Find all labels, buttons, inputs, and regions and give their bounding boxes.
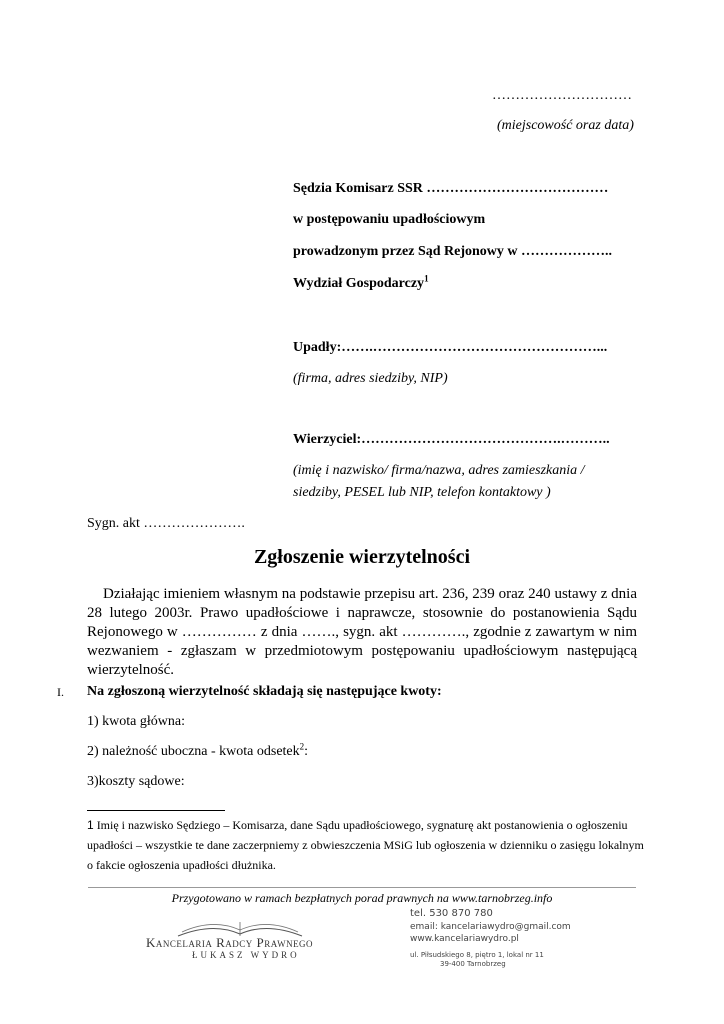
division-line: Wydział Gospodarczy$^1$ [293, 273, 429, 291]
item-main-amount: 1) kwota główna: [87, 714, 185, 729]
court-line: prowadzonym przez Sąd Rejonowy w ……………….. [293, 244, 613, 259]
item-court-costs: 3)koszty sądowe: [87, 774, 185, 789]
contact-email: email: kancelariawydro@gmail.com [410, 922, 571, 932]
footnote-ref-2: 2 [299, 741, 305, 752]
contact-address: ul. Piłsudskiego 8, piętro 1, lokal nr 11 [410, 951, 544, 959]
footnote-ref-1: 1 [424, 273, 429, 284]
logo-person-name: ŁUKASZ WYDRO [192, 950, 300, 960]
bankrupt-caption: (firma, adres siedziby, NIP) [293, 371, 448, 386]
section-heading: Na zgłoszoną wierzytelność składają się następujące kwoty: [87, 684, 442, 699]
date-placeholder: ………………………… [492, 88, 632, 103]
body-paragraph: Działając imieniem własnym na podstawie przepisu art. 236, 239 oraz 240 ustawy z dnia 28 lutego 2003r. Prawo upadłościowe i naprawcze, stosownie do postanowienia Sądu Rejonowego w …………… z dnia ……., sygn. akt …………., zgodnie z zawartym w nim wezwaniem - zgłaszam w przedmiotowym postępowaniu upadłościowym następującą wierzytelność. [87, 586, 637, 678]
document-title: Zgłoszenie wierzytelności [253, 546, 471, 568]
firm-logo [118, 908, 368, 963]
footer-separator [88, 887, 636, 888]
section-number: I. [57, 685, 64, 699]
case-signature: Sygn. akt …………………. [87, 516, 245, 531]
proceeding-line: w postępowaniu upadłościowym [293, 212, 486, 227]
footnote-number: 1 [87, 818, 94, 832]
creditor-caption-line2: siedziby, PESEL lub NIP, telefon kontaktowy ) [293, 485, 551, 500]
logo-firm-name: Kancelaria Radcy Prawnego [146, 935, 314, 950]
contact-web: www.kancelariawydro.pl [410, 934, 519, 944]
item-interest: 2) należność uboczna - kwota odsetek$^2$: [87, 741, 309, 759]
contact-phone: tel. 530 870 780 [410, 908, 493, 919]
judge-line: Sędzia Komisarz SSR ………………………………… [293, 181, 609, 196]
footnote-separator [87, 810, 225, 811]
bankrupt-label: Upadły:…….…………………………………………... [293, 340, 608, 355]
creditor-label: Wierzyciel:…………………………………….……….. [293, 432, 610, 447]
footnote-1: 1 Imię i nazwisko Sędziego – Komisarza, dane Sądu upadłościowego, sygnaturę akt postanowienia o ogłoszeniu upadłości – wszystkie te dane zaczerpniemy z obwieszczenia MSiG lub ogłoszenia w dzienniku o zasięgu lokalnym o fakcie ogłoszenia upadłości dłużnika. [87, 818, 644, 872]
footer-tagline: Przygotowano w ramach bezpłatnych porad prawnych na www.tarnobrzeg.info [171, 891, 553, 905]
date-caption: (miejscowość oraz data) [497, 118, 634, 133]
contact-city: 39-400 Tarnobrzeg [440, 960, 506, 968]
creditor-caption-line1: (imię i nazwisko/ firma/nazwa, adres zamieszkania / [293, 463, 585, 478]
